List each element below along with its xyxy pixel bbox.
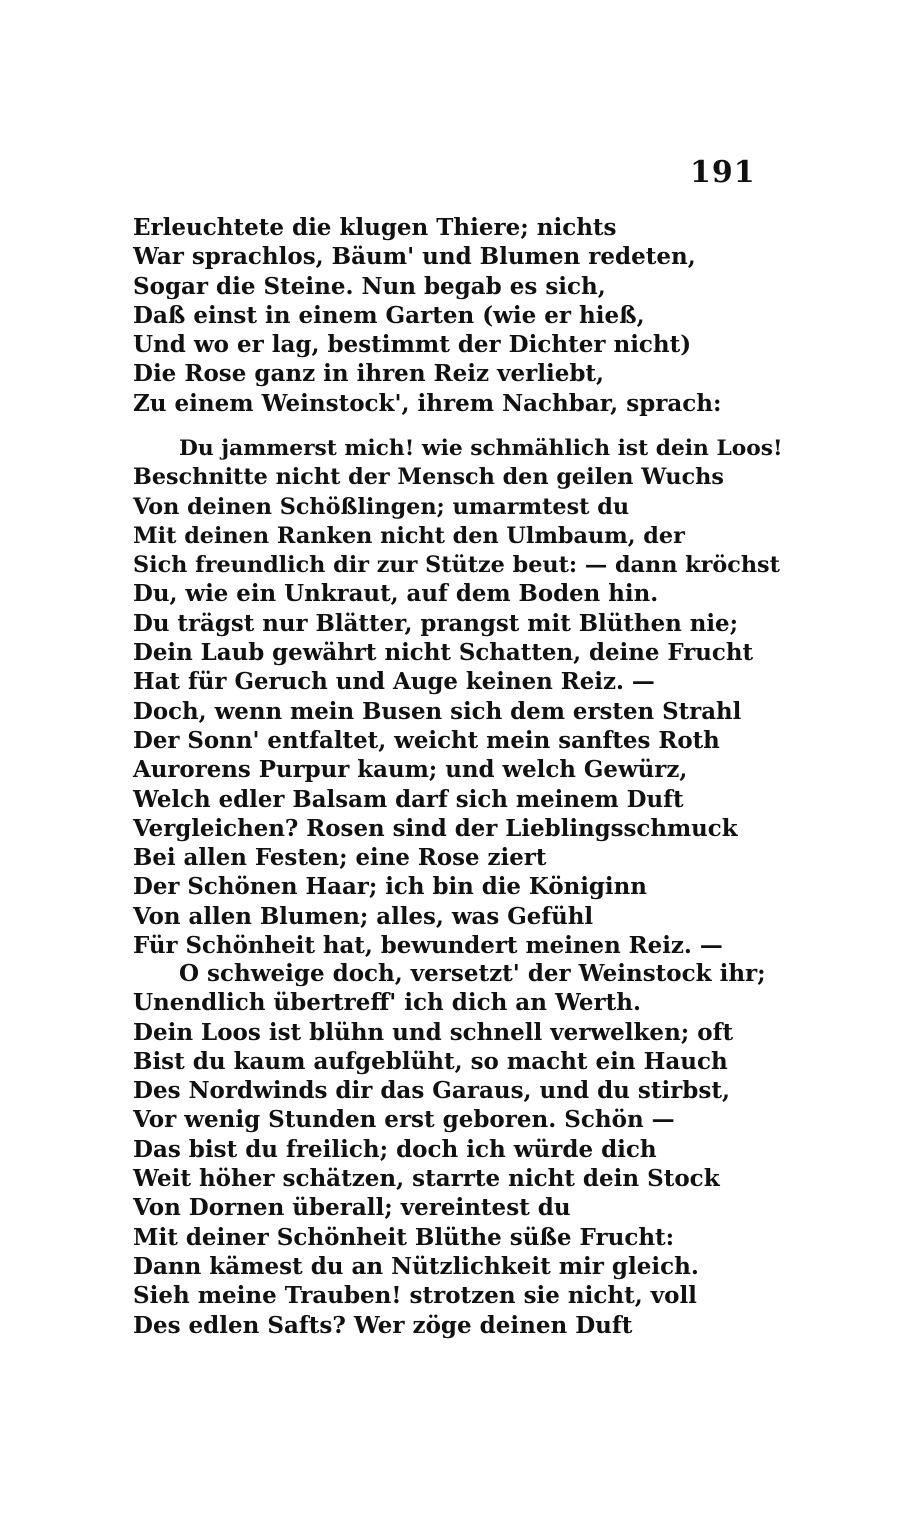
stanza-rose-speech bbox=[133, 434, 783, 961]
verse-line: Von Dornen überall; vereintest du bbox=[133, 1194, 571, 1222]
verse-line: Von allen Blumen; alles, was Gefühl bbox=[133, 903, 594, 930]
verse-line: Bei allen Festen; eine Rose ziert bbox=[133, 845, 547, 872]
verse-line: Daß einst in einem Garten (wie er hieß, bbox=[133, 301, 645, 329]
verse-line: Doch, wenn mein Busen sich dem ersten Strahl bbox=[133, 698, 742, 725]
page-number: 191 bbox=[690, 155, 756, 190]
verse-line: Sieh meine Trauben! strotzen sie nicht, voll bbox=[133, 1282, 697, 1310]
verse-line: Dann kämest du an Nützlichkeit mir gleich. bbox=[133, 1252, 699, 1280]
verse-line: Sich freundlich dir zur Stütze beut: — dann kröchst bbox=[133, 552, 780, 579]
verse-line: Du trägst nur Blätter, prangst mit Blüthen nie; bbox=[133, 610, 739, 637]
verse-line: Mit deinen Ranken nicht den Ulmbaum, der bbox=[133, 522, 685, 549]
verse-line: Aurorens Purpur kaum; und welch Gewürz, bbox=[133, 757, 688, 784]
stanza-vine-reply bbox=[133, 959, 766, 1340]
verse-line: Hat für Geruch und Auge keinen Reiz. — bbox=[133, 669, 655, 696]
verse-line: Du jammerst mich! wie schmählich ist dein Loos! bbox=[179, 436, 783, 461]
verse-line: Von deinen Schößlingen; umarmtest du bbox=[133, 493, 630, 520]
verse-line: Sogar die Steine. Nun begab es sich, bbox=[133, 272, 606, 300]
verse-line: Beschnitte nicht der Mensch den geilen Wuchs bbox=[133, 464, 724, 491]
verse-line: Für Schönheit hat, bewundert meinen Reiz. — bbox=[133, 933, 723, 960]
verse-line: Vergleichen? Rosen sind der Lieblingsschmuck bbox=[133, 815, 738, 842]
verse-line: Vor wenig Stunden erst geboren. Schön — bbox=[133, 1106, 675, 1134]
verse-line: Zu einem Weinstock', ihrem Nachbar, sprach: bbox=[133, 389, 722, 417]
verse-line: Welch edler Balsam darf sich meinem Duft bbox=[133, 786, 684, 813]
verse-line: Du, wie ein Unkraut, auf dem Boden hin. bbox=[133, 581, 659, 608]
verse-line: War sprachlos, Bäum' und Blumen redeten, bbox=[133, 243, 696, 271]
verse-line: Und wo er lag, bestimmt der Dichter nicht) bbox=[133, 331, 692, 359]
verse-line: Der Sonn' entfaltet, weicht mein sanftes Roth bbox=[133, 727, 720, 754]
verse-line: Der Schönen Haar; ich bin die Königinn bbox=[133, 874, 647, 901]
verse-line: Mit deiner Schönheit Blüthe süße Frucht: bbox=[133, 1223, 675, 1251]
verse-line: O schweige doch, versetzt' der Weinstock ihr; bbox=[179, 960, 766, 987]
verse-line: Des Nordwinds dir das Garaus, und du stirbst, bbox=[133, 1077, 730, 1105]
stanza-narration bbox=[133, 213, 721, 418]
verse-line: Des edlen Safts? Wer zöge deinen Duft bbox=[133, 1311, 633, 1339]
verse-line: Dein Laub gewährt nicht Schatten, deine Frucht bbox=[133, 640, 754, 667]
verse-line: Weit höher schätzen, starrte nicht dein Stock bbox=[133, 1165, 720, 1193]
verse-line: Das bist du freilich; doch ich würde dich bbox=[133, 1135, 657, 1163]
verse-line: Bist du kaum aufgeblüht, so macht ein Hauch bbox=[133, 1047, 728, 1075]
verse-line: Dein Loos ist blühn und schnell verwelken; oft bbox=[133, 1018, 734, 1046]
verse-line: Die Rose ganz in ihren Reiz verliebt, bbox=[133, 360, 605, 388]
verse-line: Unendlich übertreff' ich dich an Werth. bbox=[133, 989, 641, 1017]
verse-line: Erleuchtete die klugen Thiere; nichts bbox=[133, 214, 617, 241]
